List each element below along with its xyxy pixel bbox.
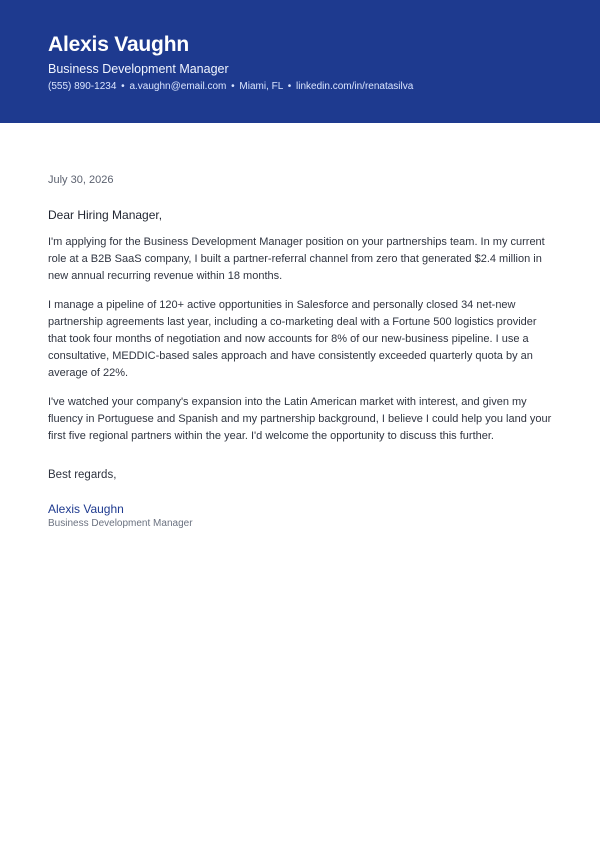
signature-name: Alexis Vaughn <box>48 502 124 517</box>
applicant-title: Business Development Manager <box>48 62 229 76</box>
body-paragraph-3: I've watched your company's expansion into the Latin American market with interest, and given my fluency in Portuguese and Spanish and my partnership background, I believe I could help you land your first five regional partners within the year. I'd welcome the opportunity to discuss this further. <box>48 395 552 443</box>
contact-separator: • <box>287 81 292 92</box>
letter-body <box>48 173 552 531</box>
signature-title: Business Development Manager <box>48 518 193 530</box>
letter-date: July 30, 2026 <box>48 174 114 186</box>
contact-separator: • <box>121 81 125 92</box>
applicant-name: Alexis Vaughn <box>48 33 189 56</box>
letter-header <box>0 0 600 123</box>
contact-separator: • <box>231 81 235 92</box>
salutation: Dear Hiring Manager, <box>48 208 163 222</box>
contact-line <box>48 80 413 93</box>
body-paragraph-1: I'm applying for the Business Development Manager position on your partnerships team. In my current role at a B2B SaaS company, I built a partner-referral channel from zero that generated $2.4 million in new annual recurring revenue within 18 months. <box>48 236 545 283</box>
closing: Best regards, <box>48 469 117 482</box>
body-paragraph-2: I manage a pipeline of 120+ active opportunities in Salesforce and personally closed 34 net-new partnership agreements last year, including a co-marketing deal with a Fortune 500 logistics provider that took four months of negotiation and now accounts for 8% of our new-business pipeline. I use a consultative, MEDDIC-based sales approach and have consistently exceeded quarterly quota by an average of 22%. <box>48 298 537 380</box>
contact-location: Miami, FL <box>239 81 283 92</box>
contact-phone: (555) 890-1234 <box>48 81 117 92</box>
contact-email: a.vaughn@email.com <box>129 81 227 92</box>
contact-linkedin: linkedin.com/in/renatasilva <box>296 81 414 92</box>
